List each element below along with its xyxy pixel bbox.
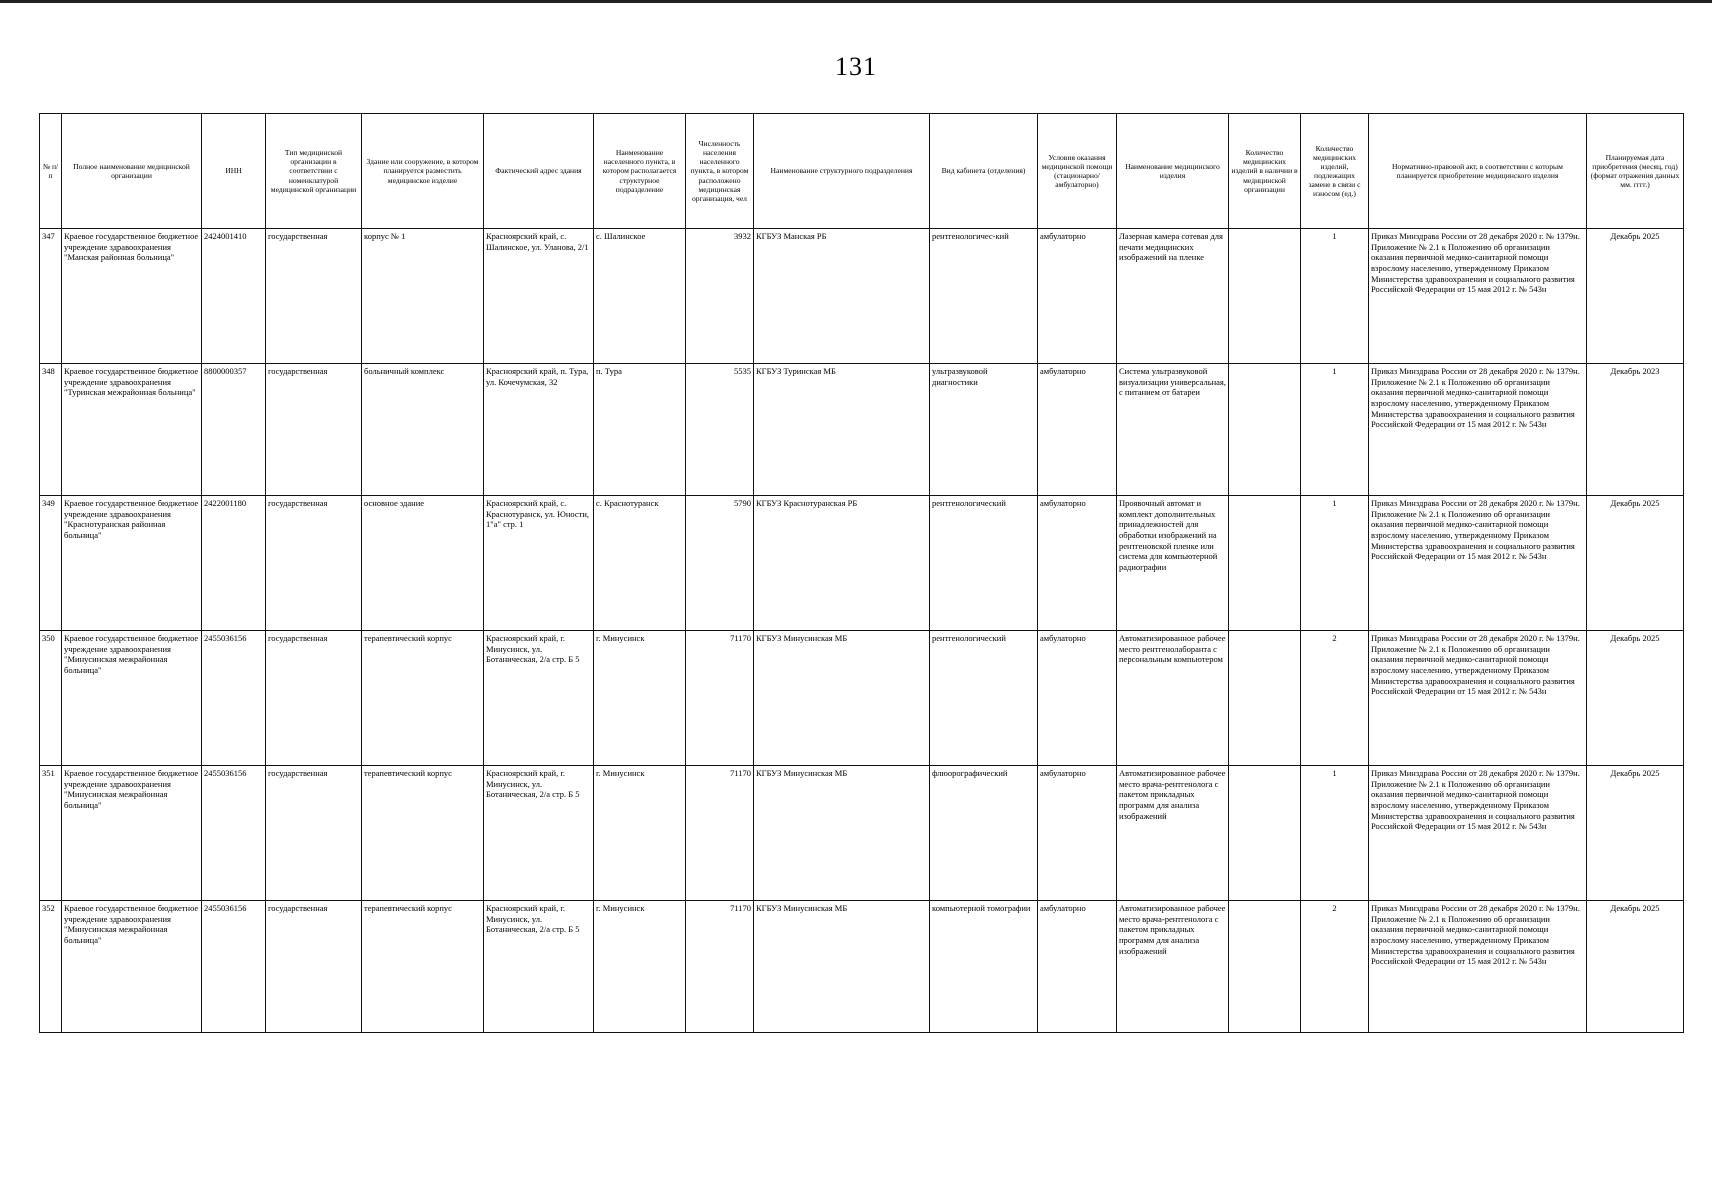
header-cell: Полное наименование медицинской организации (62, 114, 202, 229)
cell-act: Приказ Минздрава России от 28 декабря 2020 г. № 1379н. Приложение № 2.1 к Положению об организации оказания первичной медико-санитарной помощи взрослому населению, утвержденному Приказом Министерства здравоохранения и социального развития Российской Федерации от 15 мая 2012 г. № 543н (1369, 901, 1587, 1033)
header-cell: Вид кабинета (отделения) (930, 114, 1038, 229)
cell-act: Приказ Минздрава России от 28 декабря 2020 г. № 1379н. Приложение № 2.1 к Положению об организации оказания первичной медико-санитарной помощи взрослому населению, утвержденному Приказом Министерства здравоохранения и социального развития Российской Федерации от 15 мая 2012 г. № 543н (1369, 364, 1587, 496)
cell-num: 351 (40, 766, 62, 901)
table-row (40, 901, 1684, 1033)
cell-org: Краевое государственное бюджетное учреждение здравоохранения "Манская районная больница" (62, 229, 202, 364)
table-header-row (40, 114, 1684, 229)
cell-device: Лазерная камера сотевая для печати медицинских изображений на пленке (1117, 229, 1229, 364)
cell-org: Краевое государственное бюджетное учреждение здравоохранения "Минусинская межрайонная больница" (62, 766, 202, 901)
cell-settlement: г. Минусинск (594, 766, 686, 901)
cell-type: государственная (266, 364, 362, 496)
cell-building: терапевтический корпус (362, 631, 484, 766)
cell-population: 5790 (686, 496, 754, 631)
cell-unit: КГБУЗ Минусинская МБ (754, 901, 930, 1033)
cell-inn: 2455036156 (202, 766, 266, 901)
cell-unit: КГБУЗ Туринская МБ (754, 364, 930, 496)
header-cell: Здание или сооружение, в котором планируется разместить медицинское изделие (362, 114, 484, 229)
cell-settlement: г. Минусинск (594, 901, 686, 1033)
cell-address: Красноярский край, г. Минусинск, ул. Ботаническая, 2/а стр. Б 5 (484, 631, 594, 766)
cell-building: больничный комплекс (362, 364, 484, 496)
cell-num: 347 (40, 229, 62, 364)
cell-act: Приказ Минздрава России от 28 декабря 2020 г. № 1379н. Приложение № 2.1 к Положению об организации оказания первичной медико-санитарной помощи взрослому населению, утвержденному Приказом Министерства здравоохранения и социального развития Российской Федерации от 15 мая 2012 г. № 543н (1369, 766, 1587, 901)
cell-available (1229, 364, 1301, 496)
cell-replace: 1 (1301, 496, 1369, 631)
cell-replace: 1 (1301, 229, 1369, 364)
cell-date: Декабрь 2023 (1587, 364, 1684, 496)
header-cell: Количество медицинских изделий в наличии в медицинской организации (1229, 114, 1301, 229)
cell-device: Автоматизированное рабочее место врача-рентгенолога с пакетом прикладных программ для анализа изображений (1117, 901, 1229, 1033)
cell-building: терапевтический корпус (362, 766, 484, 901)
cell-available (1229, 901, 1301, 1033)
cell-inn: 2455036156 (202, 631, 266, 766)
cell-type: государственная (266, 631, 362, 766)
cell-conditions: амбулаторно (1038, 364, 1117, 496)
cell-cabinet: флюорографический (930, 766, 1038, 901)
cell-settlement: с. Шалинское (594, 229, 686, 364)
cell-org: Краевое государственное бюджетное учреждение здравоохранения "Туринская межрайонная больница" (62, 364, 202, 496)
cell-type: государственная (266, 766, 362, 901)
equipment-table (39, 113, 1684, 1033)
cell-building: корпус № 1 (362, 229, 484, 364)
table-row (40, 496, 1684, 631)
cell-population: 71170 (686, 901, 754, 1033)
cell-available (1229, 631, 1301, 766)
cell-replace: 2 (1301, 901, 1369, 1033)
header-cell: Наименование медицинского изделия (1117, 114, 1229, 229)
cell-date: Декабрь 2025 (1587, 229, 1684, 364)
cell-device: Автоматизированное рабочее место врача-рентгенолога с пакетом прикладных программ для анализа изображений (1117, 766, 1229, 901)
cell-conditions: амбулаторно (1038, 901, 1117, 1033)
header-cell: Нормативно-правовой акт, в соответствии с которым планируется приобретение медицинского изделия (1369, 114, 1587, 229)
cell-cabinet: рентгенологичес-кий (930, 229, 1038, 364)
cell-inn: 2422001180 (202, 496, 266, 631)
cell-cabinet: компьютерной томографии (930, 901, 1038, 1033)
cell-date: Декабрь 2025 (1587, 766, 1684, 901)
page-number: 131 (835, 52, 877, 81)
cell-type: государственная (266, 229, 362, 364)
table-row (40, 364, 1684, 496)
cell-conditions: амбулаторно (1038, 766, 1117, 901)
cell-available (1229, 229, 1301, 364)
cell-replace: 1 (1301, 364, 1369, 496)
cell-address: Красноярский край, с. Краснотуранск, ул. Юности, 1"а" стр. 1 (484, 496, 594, 631)
cell-inn: 8800000357 (202, 364, 266, 496)
cell-date: Декабрь 2025 (1587, 496, 1684, 631)
header-cell: Численность населения населенного пункта, в котором расположено медицинская организация, чел (686, 114, 754, 229)
cell-inn: 2424001410 (202, 229, 266, 364)
cell-inn: 2455036156 (202, 901, 266, 1033)
cell-org: Краевое государственное бюджетное учреждение здравоохранения "Краснотуранская районная больница" (62, 496, 202, 631)
table-row (40, 631, 1684, 766)
cell-cabinet: рентгенологический (930, 496, 1038, 631)
cell-unit: КГБУЗ Краснотуранская РБ (754, 496, 930, 631)
header-cell: ИНН (202, 114, 266, 229)
cell-address: Красноярский край, с. Шалинское, ул. Уланова, 2/1 (484, 229, 594, 364)
cell-unit: КГБУЗ Минусинская МБ (754, 766, 930, 901)
cell-building: терапевтический корпус (362, 901, 484, 1033)
header-cell: Тип медицинской организации в соответствии с номенклатурой медицинской организации (266, 114, 362, 229)
cell-settlement: г. Минусинск (594, 631, 686, 766)
cell-population: 3932 (686, 229, 754, 364)
cell-num: 349 (40, 496, 62, 631)
cell-building: основное здание (362, 496, 484, 631)
cell-unit: КГБУЗ Минусинская МБ (754, 631, 930, 766)
cell-act: Приказ Минздрава России от 28 декабря 2020 г. № 1379н. Приложение № 2.1 к Положению об организации оказания первичной медико-санитарной помощи взрослому населению, утвержденному Приказом Министерства здравоохранения и социального развития Российской Федерации от 15 мая 2012 г. № 543н (1369, 496, 1587, 631)
cell-address: Красноярский край, г. Минусинск, ул. Ботаническая, 2/а стр. Б 5 (484, 766, 594, 901)
cell-act: Приказ Минздрава России от 28 декабря 2020 г. № 1379н. Приложение № 2.1 к Положению об организации оказания первичной медико-санитарной помощи взрослому населению, утвержденному Приказом Министерства здравоохранения и социального развития Российской Федерации от 15 мая 2012 г. № 543н (1369, 229, 1587, 364)
cell-org: Краевое государственное бюджетное учреждение здравоохранения "Минусинская межрайонная больница" (62, 631, 202, 766)
header-cell: № п/п (40, 114, 62, 229)
cell-conditions: амбулаторно (1038, 631, 1117, 766)
cell-device: Система ультразвуковой визуализации универсальная, с питанием от батареи (1117, 364, 1229, 496)
cell-num: 348 (40, 364, 62, 496)
cell-cabinet: ультразвуковой диагностики (930, 364, 1038, 496)
cell-device: Проявочный автомат и комплект дополнительных принадлежностей для обработки изображений на рентгеновской пленке или система для компьютерной радиографии (1117, 496, 1229, 631)
cell-available (1229, 496, 1301, 631)
cell-conditions: амбулаторно (1038, 496, 1117, 631)
cell-population: 71170 (686, 631, 754, 766)
cell-type: государственная (266, 901, 362, 1033)
cell-type: государственная (266, 496, 362, 631)
cell-date: Декабрь 2025 (1587, 631, 1684, 766)
cell-cabinet: рентгенологический (930, 631, 1038, 766)
cell-settlement: с. Краснотуранск (594, 496, 686, 631)
header-cell: Количество медицинских изделий, подлежащих замене в связи с износом (ед.) (1301, 114, 1369, 229)
cell-available (1229, 766, 1301, 901)
cell-device: Автоматизированное рабочее место рентгенолаборанта с персональным компьютером (1117, 631, 1229, 766)
header-cell: Наименование населенного пункта, в котором располагается структурное подразделение (594, 114, 686, 229)
cell-date: Декабрь 2025 (1587, 901, 1684, 1033)
cell-act: Приказ Минздрава России от 28 декабря 2020 г. № 1379н. Приложение № 2.1 к Положению об организации оказания первичной медико-санитарной помощи взрослому населению, утвержденному Приказом Министерства здравоохранения и социального развития Российской Федерации от 15 мая 2012 г. № 543н (1369, 631, 1587, 766)
cell-address: Красноярский край, п. Тура, ул. Кочечумская, 32 (484, 364, 594, 496)
cell-num: 350 (40, 631, 62, 766)
cell-population: 5535 (686, 364, 754, 496)
scan-top-edge (0, 0, 1712, 3)
table-row (40, 766, 1684, 901)
cell-replace: 1 (1301, 766, 1369, 901)
header-cell: Наименование структурного подразделения (754, 114, 930, 229)
cell-population: 71170 (686, 766, 754, 901)
cell-address: Красноярский край, г. Минусинск, ул. Ботаническая, 2/а стр. Б 5 (484, 901, 594, 1033)
table-row (40, 229, 1684, 364)
cell-unit: КГБУЗ Манская РБ (754, 229, 930, 364)
cell-num: 352 (40, 901, 62, 1033)
cell-org: Краевое государственное бюджетное учреждение здравоохранения "Минусинская межрайонная больница" (62, 901, 202, 1033)
cell-conditions: амбулаторно (1038, 229, 1117, 364)
header-cell: Фактический адрес здания (484, 114, 594, 229)
header-cell: Условия оказания медицинской помощи (стационарно/амбулаторно) (1038, 114, 1117, 229)
cell-replace: 2 (1301, 631, 1369, 766)
header-cell: Планируемая дата приобретения (месяц, год) (формат отражения данных мм. гггг.) (1587, 114, 1684, 229)
cell-settlement: п. Тура (594, 364, 686, 496)
